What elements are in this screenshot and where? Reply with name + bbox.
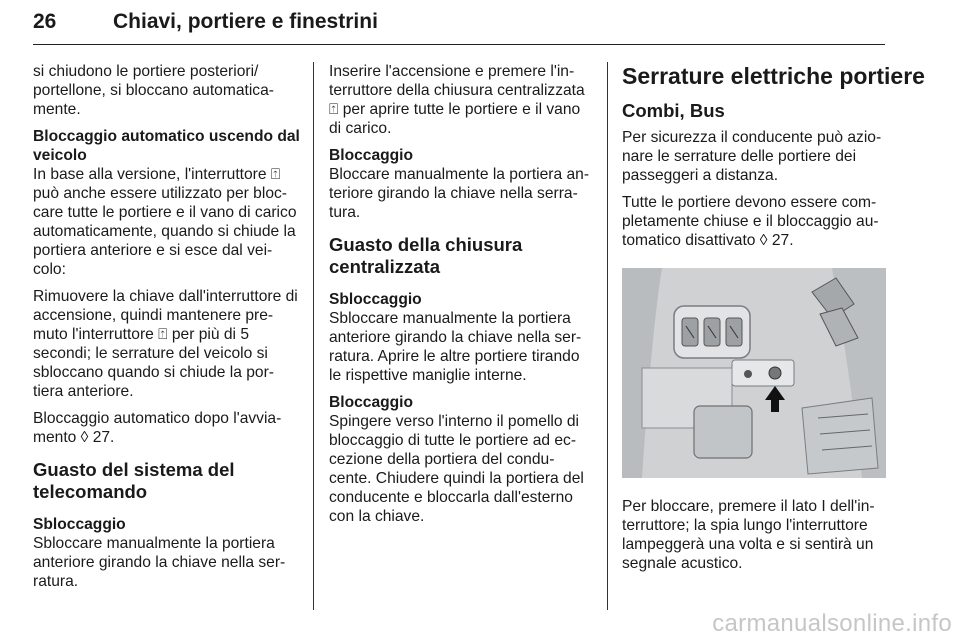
subheading: Bloccaggio [329, 147, 414, 164]
watermark-text: carmanualsonline.info [712, 610, 952, 637]
subheading: Sbloccaggio [329, 291, 422, 308]
page-title: Chiavi, portiere e finestrini [113, 10, 378, 33]
subheading: Bloccaggio automatico uscendo dal veicolo [33, 128, 300, 164]
page-number: 26 [33, 10, 57, 33]
paragraph: Per sicurezza il conducente può azio- nare le serrature delle portiere dei passeggeri a distanza. [622, 129, 882, 184]
section-heading: Guasto della chiusura centralizzata [329, 234, 523, 277]
paragraph: Tutte le portiere devono essere com- pletamente chiuse e il bloccaggio au- tomatico disattivato ◊ 27. [622, 194, 879, 249]
paragraph: si chiudono le portiere posteriori/ portellone, si bloccano automatica- mente. [33, 63, 274, 118]
paragraph: Sbloccare manualmente la portiera anteriore girando la chiave nella ser- ratura. [33, 535, 286, 590]
paragraph: Spingere verso l'interno il pomello di bloccaggio di tutte le portiere ad ec- cezione della portiera del condu- cente. Chiudere quindi la portiera del conducente e bloccarla dall'esterno con la chiave. [329, 413, 584, 525]
paragraph: Per bloccare, premere il lato I dell'in- terruttore; la spia lungo l'interruttore lampeggerà una volta e si sentirà un segnale acustico. [622, 498, 875, 572]
column-middle [329, 62, 594, 534]
paragraph: Sbloccare manualmente la portiera anteriore girando la chiave nella ser- ratura. Aprire le altre portiere tirando le rispettive maniglie interne. [329, 310, 582, 384]
column-divider [313, 62, 314, 610]
subsection-heading: Combi, Bus [622, 100, 725, 121]
subheading: Sbloccaggio [33, 516, 126, 533]
paragraph: Rimuovere la chiave dall'interruttore di accensione, quindi mantenere pre- muto l'interruttore ⍐ per più di 5 secondi; le serrature del veicolo si sbloccano quando si chiude la por- tiera anteriore. [33, 288, 298, 400]
paragraph: Inserire l'accensione e premere l'in- terruttore della chiusura centralizzata ⍐ per aprire tutte le portiere e il vano di carico. [329, 63, 585, 137]
page-header [33, 6, 885, 45]
paragraph: In base alla versione, l'interruttore ⍐ può anche essere utilizzato per bloc- care tutte le portiere e il vano di carico automaticamente, quando si chiude la portiera anteriore e si esce dal vei- colo: [33, 166, 297, 278]
subheading: Bloccaggio [329, 394, 414, 411]
section-heading: Guasto del sistema del telecomando [33, 459, 235, 502]
column-right [622, 62, 925, 581]
column-divider [607, 62, 608, 610]
paragraph: Bloccaggio automatico dopo l'avvia- mento ◊ 27. [33, 410, 282, 446]
section-heading: Serrature elettriche portiere [622, 63, 925, 89]
dashboard-switch-illustration [622, 268, 886, 478]
paragraph: Bloccare manualmente la portiera an- teriore girando la chiave nella serra- tura. [329, 166, 590, 221]
column-left [33, 62, 301, 599]
